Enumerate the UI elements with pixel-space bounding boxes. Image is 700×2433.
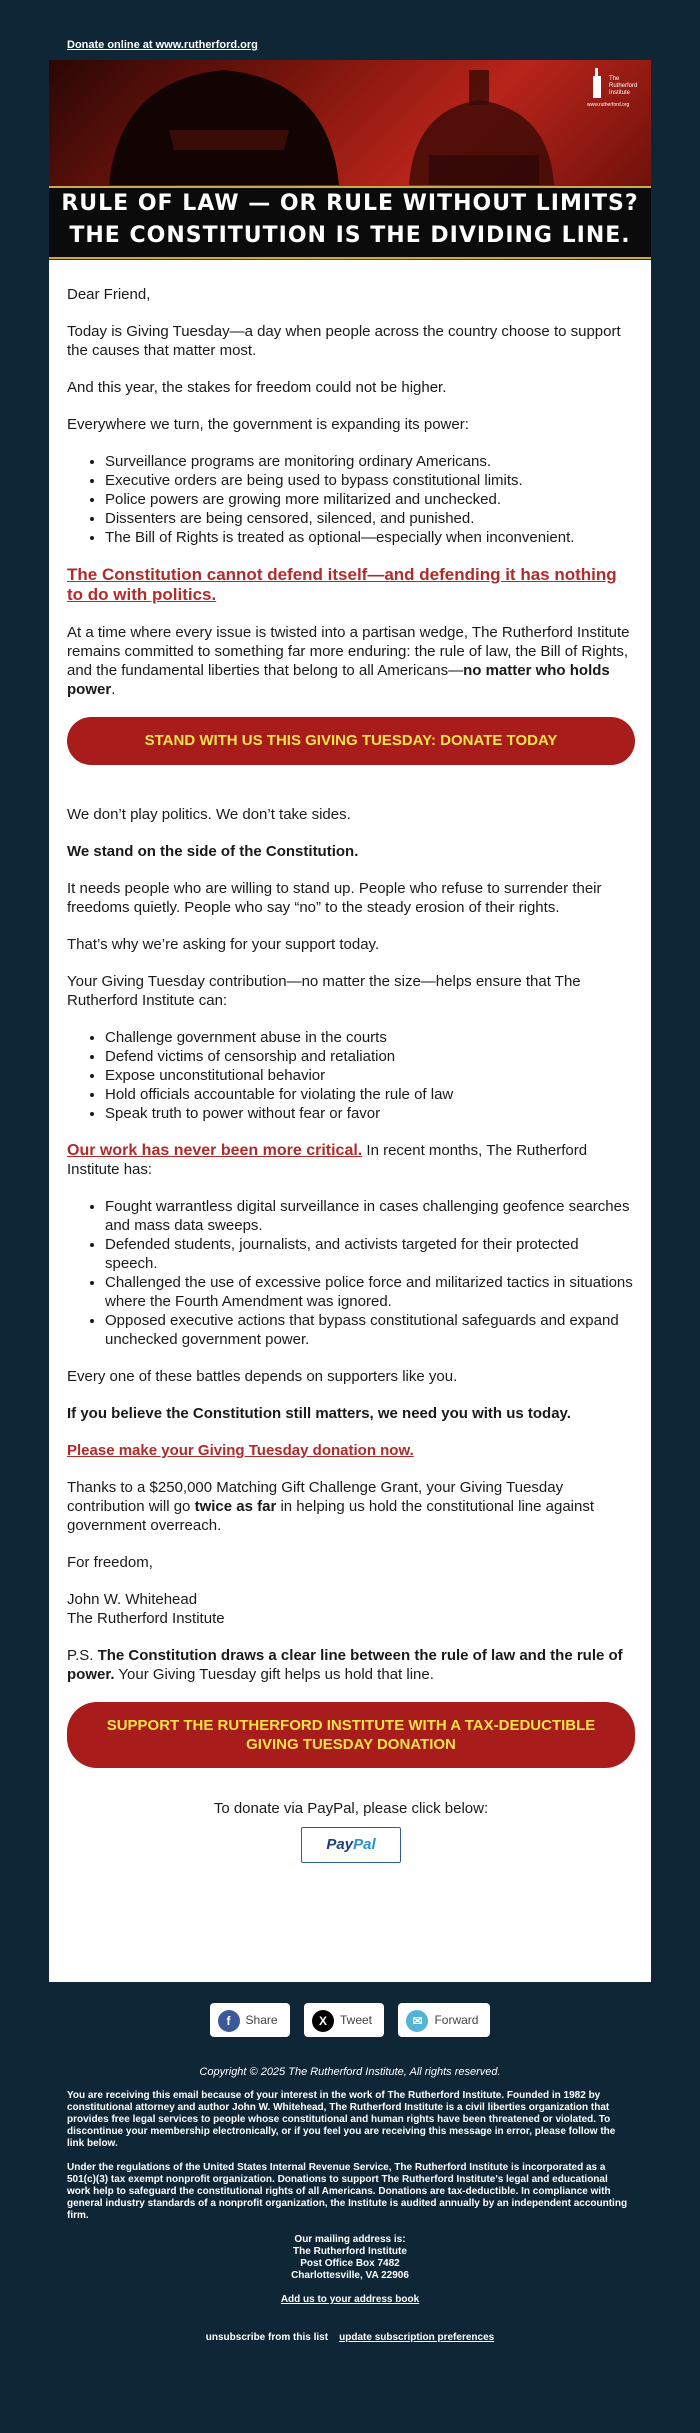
- hero-illustration: [49, 60, 651, 190]
- envelope-icon: ✉: [406, 2010, 428, 2032]
- paragraph: We don’t play politics. We don’t take sides.: [67, 806, 351, 823]
- address-line: The Rutherford Institute: [293, 2246, 407, 2257]
- list-item: • Defended students, journalists, and activists targeted for their protected speech.: [105, 1235, 635, 1273]
- paragraph: Today is Giving Tuesday—a day when people across the country choose to support the causes that matter most.: [67, 323, 621, 359]
- address-line: Post Office Box 7482: [300, 2258, 400, 2269]
- list-item: • Fought warrantless digital surveillance in cases challenging geofence searches and mass data sweeps.: [105, 1197, 635, 1235]
- statue-of-liberty-icon: [587, 66, 607, 100]
- x-icon: X: [312, 2010, 334, 2032]
- government-power-list: [67, 452, 635, 547]
- paragraph: Your Giving Tuesday contribution—no matter the size—helps ensure that The Rutherford Institute can:: [67, 973, 581, 1009]
- footer: [67, 2066, 633, 2356]
- capitol-spire: [469, 70, 489, 105]
- paragraph-text: In recent months, The Rutherford Institute has:: [67, 1142, 588, 1178]
- mailing-address: [67, 2234, 633, 2282]
- paragraph-bold: If you believe the Constitution still matters, we need you with us today.: [67, 1405, 571, 1422]
- paragraph-text: Thanks to a $250,000 Matching Gift Challenge Grant, your Giving Tuesday contribution will go: [67, 1479, 564, 1515]
- paypal-prompt: To donate via PayPal, please click below:: [213, 1800, 489, 1817]
- paragraph-bold: twice as far: [194, 1498, 277, 1515]
- paragraph: Every one of these battles depends on supporters like you.: [67, 1368, 458, 1385]
- list-item: • Surveillance programs are monitoring ordinary Americans.: [105, 452, 635, 471]
- headline-line-2: THE CONSTITUTION IS THE DIVIDING LINE.: [69, 223, 631, 248]
- contribution-list: [67, 1028, 635, 1123]
- addressbook-row: [67, 2294, 633, 2306]
- our-work-link[interactable]: Our work has never been more critical.: [67, 1142, 363, 1159]
- rutherford-logo[interactable]: [587, 66, 641, 110]
- paragraph: It needs people who are willing to stand up. People who refuse to surrender their freedoms quietly. People who say “no” to the steady erosion of their rights.: [67, 880, 602, 916]
- capitol-base: [429, 155, 539, 185]
- address-label: Our mailing address is:: [294, 2234, 406, 2245]
- share-button[interactable]: [210, 2003, 290, 2037]
- paragraph-text: in helping us hold the constitutional line against government overreach.: [67, 1498, 595, 1534]
- paragraph-bold: We stand on the side of the Constitution.: [67, 843, 359, 860]
- logo-url: www.rutherford.org: [587, 102, 630, 108]
- helmet-visor: [169, 130, 289, 150]
- letter-body: [67, 285, 635, 1863]
- tweet-label: Tweet: [340, 2013, 373, 2027]
- greeting: Dear Friend,: [67, 286, 151, 303]
- recent-work-list: [67, 1197, 635, 1349]
- list-item: • Expose unconstitutional behavior: [105, 1066, 635, 1085]
- signature-name: John W. Whitehead: [67, 1591, 198, 1608]
- paragraph-end: .: [111, 681, 116, 698]
- support-donation-button[interactable]: SUPPORT THE RUTHERFORD INSTITUTE WITH A TAX-DEDUCTIBLE GIVING TUESDAY DONATION: [67, 1702, 635, 1768]
- copyright: Copyright © 2025 The Rutherford Institute, All rights reserved.: [199, 2066, 501, 2078]
- signature-org: The Rutherford Institute: [67, 1610, 225, 1627]
- paragraph: [67, 1478, 635, 1535]
- footer-paragraph: You are receiving this email because of your interest in the work of The Rutherford Institute. Founded in 1982 by constitutional attorney and author John W. Whitehead, The Rutherford Institute is a civil liberties organization that provides free legal services to people whose constitutional and human rights have been threatened or violated. To discontinue your membership electronically, or if you feel you are receiving this message in error, please follow the link below.: [67, 2090, 616, 2149]
- paragraph: [67, 1441, 635, 1460]
- preferences-link[interactable]: update subscription preferences: [339, 2332, 495, 2343]
- paragraph: [67, 623, 635, 699]
- paypal-button[interactable]: [301, 1827, 401, 1863]
- list-item: • Executive orders are being used to bypass constitutional limits.: [105, 471, 635, 490]
- list-item: • The Bill of Rights is treated as optional—especially when inconvenient.: [105, 528, 635, 547]
- paragraph-bold: no matter who holds power: [67, 662, 610, 698]
- address-line: Charlottesville, VA 22906: [291, 2270, 409, 2281]
- list-item: • Defend victims of censorship and retaliation: [105, 1047, 635, 1066]
- list-item: • Hold officials accountable for violating the rule of law: [105, 1085, 635, 1104]
- tweet-button[interactable]: [304, 2003, 384, 2037]
- donate-today-button[interactable]: STAND WITH US THIS GIVING TUESDAY: DONATE TODAY: [67, 717, 635, 765]
- list-item: • Speak truth to power without fear or favor: [105, 1104, 635, 1123]
- footer-paragraph: Under the regulations of the United States Internal Revenue Service, The Rutherford Institute is incorporated as a 501(c)(3) tax exempt nonprofit organization. Donations to support The Rutherford Institute's legal and educational work help to safeguard the constitutional rights of all Americans. Donations are tax-deductible. In compliance with general industry standards of a nonprofit organization, the Institute is audited annually by an independent accounting firm.: [67, 2162, 628, 2221]
- facebook-icon: f: [218, 2010, 240, 2032]
- ps-text: Your Giving Tuesday gift helps us hold that line.: [114, 1666, 434, 1683]
- donate-online-link[interactable]: Donate online at www.rutherford.org: [67, 39, 258, 51]
- postscript: [67, 1646, 635, 1684]
- signature: [67, 1590, 635, 1628]
- preheader: [0, 0, 700, 60]
- paragraph: And this year, the stakes for freedom could not be higher.: [67, 379, 447, 396]
- forward-button[interactable]: [398, 2003, 490, 2037]
- ps-bold: The Constitution draws a clear line between the rule of law and the rule of power.: [67, 1647, 623, 1683]
- constitution-heading-link[interactable]: The Constitution cannot defend itself—and defending it has nothing to do with politics.: [67, 565, 617, 604]
- closing: For freedom,: [67, 1554, 153, 1571]
- address-book-link[interactable]: Add us to your address book: [280, 2294, 420, 2305]
- list-item: • Challenged the use of excessive police force and militarized tactics in situations where the Fourth Amendment was ignored.: [105, 1273, 635, 1311]
- ps-label: P.S.: [67, 1647, 98, 1664]
- paragraph-text: At a time where every issue is twisted into a partisan wedge, The Rutherford Institute remains committed to something far more enduring: the rule of law, the Bill of Rights, and the fundamental liberties that belong to all Americans—: [67, 624, 630, 679]
- paragraph: [67, 1141, 635, 1179]
- paypal-pal: Pal: [353, 1836, 376, 1853]
- paypal-pay: Pay: [326, 1836, 354, 1853]
- list-item: • Police powers are growing more militarized and unchecked.: [105, 490, 635, 509]
- forward-label: Forward: [434, 2013, 479, 2027]
- headline-line-1: RULE OF LAW — OR RULE WITHOUT LIMITS?: [61, 191, 639, 216]
- list-item: • Challenge government abuse in the courts: [105, 1028, 635, 1047]
- unsubscribe-link[interactable]: unsubscribe from this list: [205, 2332, 329, 2343]
- helmet-shape: [109, 70, 339, 185]
- email-card: [49, 60, 651, 1982]
- paragraph: Everywhere we turn, the government is expanding its power:: [67, 416, 469, 433]
- list-item: • Opposed executive actions that bypass constitutional safeguards and expand unchecked government power.: [105, 1311, 635, 1349]
- subscription-row: [67, 2332, 633, 2344]
- social-bar: [0, 2003, 700, 2037]
- list-item: • Dissenters are being censored, silenced, and punished.: [105, 509, 635, 528]
- logo-label: The Rutherford Institute: [609, 76, 638, 96]
- share-label: Share: [245, 2013, 278, 2027]
- paragraph: That’s why we’re asking for your support today.: [67, 936, 380, 953]
- donate-now-link[interactable]: Please make your Giving Tuesday donation now.: [67, 1442, 414, 1459]
- hero-banner[interactable]: [49, 60, 651, 260]
